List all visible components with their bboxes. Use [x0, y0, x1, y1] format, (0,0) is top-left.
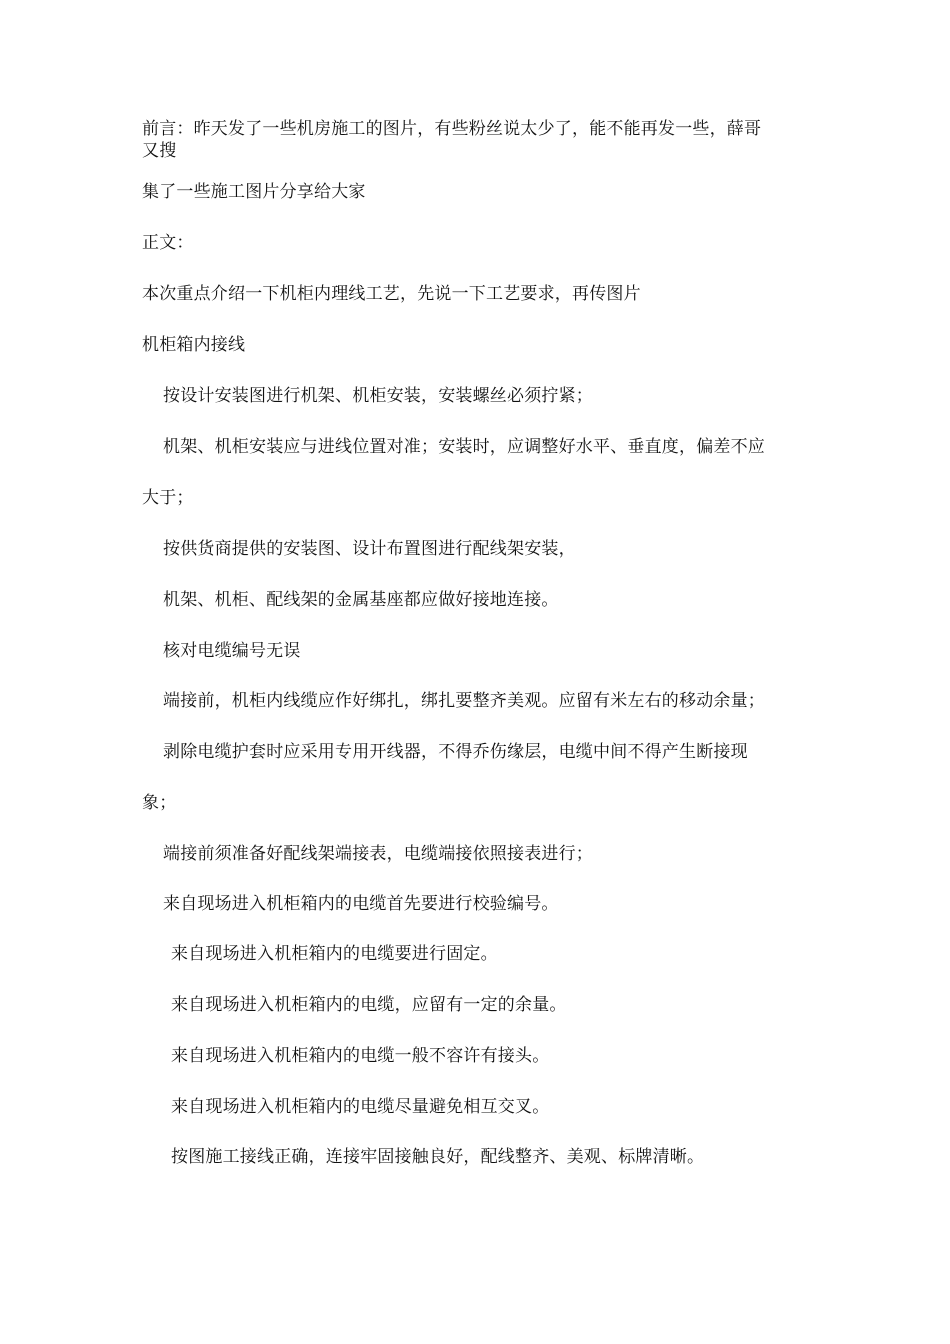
preface-line-1: 前言：昨天发了一些机房施工的图片，有些粉丝说太少了，能不能再发一些，薛哥 [142, 119, 762, 139]
list-item: 端接前须准备好配线架端接表，电缆端接依照接表进行； [163, 844, 593, 864]
preface-line-2: 又搜 [142, 141, 177, 161]
list-item-continuation: 大于； [142, 488, 194, 508]
section-heading: 机柜箱内接线 [142, 335, 246, 355]
list-item: 来自现场进入机柜箱内的电缆尽量避免相互交叉。 [171, 1097, 550, 1117]
list-item: 来自现场进入机柜箱内的电缆首先要进行校验编号。 [163, 894, 559, 914]
list-item: 来自现场进入机柜箱内的电缆，应留有一定的余量。 [171, 995, 567, 1015]
preface-line-3: 集了一些施工图片分享给大家 [142, 182, 366, 202]
intro-paragraph: 本次重点介绍一下机柜内理线工艺，先说一下工艺要求，再传图片 [142, 284, 641, 304]
list-item: 来自现场进入机柜箱内的电缆要进行固定。 [171, 944, 498, 964]
list-item: 剥除电缆护套时应采用专用开线器，不得乔伤缘层，电缆中间不得产生断接现 [163, 742, 748, 762]
list-item: 按图施工接线正确，连接牢固接触良好，配线整齐、美观、标牌清晰。 [171, 1147, 705, 1167]
list-item: 机架、机柜安装应与进线位置对准；安装时，应调整好水平、垂直度，偏差不应 [163, 437, 765, 457]
body-heading: 正文： [142, 233, 194, 253]
list-item: 机架、机柜、配线架的金属基座都应做好接地连接。 [163, 590, 559, 610]
list-item: 来自现场进入机柜箱内的电缆一般不容许有接头。 [171, 1046, 550, 1066]
list-item: 按设计安装图进行机架、机柜安装，安装螺丝必须拧紧； [163, 386, 593, 406]
list-item-continuation: 象； [142, 793, 177, 813]
list-item: 按供货商提供的安装图、设计布置图进行配线架安装， [163, 539, 576, 559]
list-item: 端接前，机柜内线缆应作好绑扎，绑扎要整齐美观。应留有米左右的移动余量； [163, 691, 765, 711]
list-item: 核对电缆编号无误 [163, 641, 301, 661]
